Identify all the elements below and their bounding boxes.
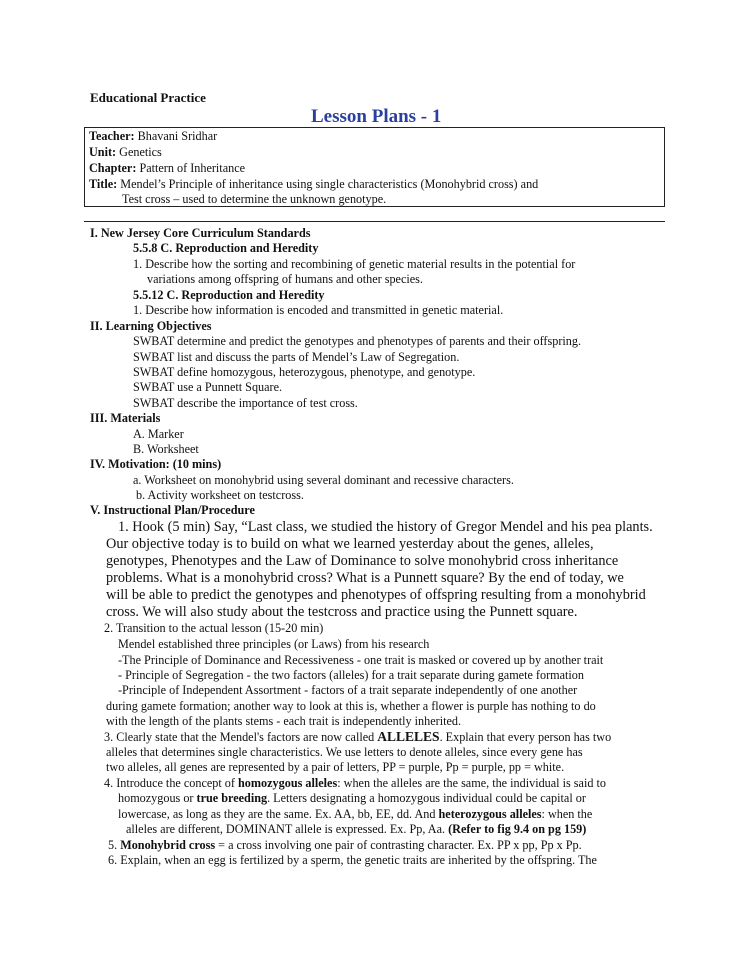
unit-label: Unit: <box>89 145 117 159</box>
step-4-text: : when the <box>541 807 593 821</box>
step-5-text: = a cross involving one pair of contrasting character. Ex. PP x pp, Pp x Pp. <box>215 838 582 852</box>
procedure-step-2: 2. Transition to the actual lesson (15-20 min) <box>104 621 324 635</box>
title-value-line2: Test cross – used to determine the unknown genotype. <box>122 192 387 206</box>
hook-text: problems. What is a monohybrid cross? What is a Punnett square? By the end of today, we <box>106 570 624 586</box>
chapter-line <box>89 161 245 176</box>
chapter-value: Pattern of Inheritance <box>136 161 246 175</box>
title-line <box>89 177 538 192</box>
step-4-text: homozygous or <box>118 791 197 805</box>
unit-line <box>89 145 162 160</box>
heterozygous-term: heterozygous alleles <box>438 807 542 821</box>
step-4-text: alleles are different, DOMINANT allele is expressed. Ex. Pp, Aa. <box>126 822 449 836</box>
objective-item: SWBAT list and discuss the parts of Mendel’s Law of Segregation. <box>133 350 460 364</box>
true-breeding-term: true breeding <box>196 791 268 805</box>
principle-segregation: - Principle of Segregation - the two factors (alleles) for a trait separate during gamete formation <box>118 668 584 682</box>
step-4-text: : when the alleles are the same, the individual is said to <box>337 776 606 790</box>
procedure-text: two alleles, all genes are represented by a pair of letters, PP = purple, Pp = purple, pp = white. <box>106 760 565 774</box>
section-5-heading: V. Instructional Plan/Procedure <box>90 503 255 517</box>
objective-item: SWBAT define homozygous, heterozygous, phenotype, and genotype. <box>133 365 476 379</box>
section-1-heading: I. New Jersey Core Curriculum Standards <box>90 226 311 240</box>
material-item: B. Worksheet <box>133 442 199 456</box>
procedure-step-6: 6. Explain, when an egg is fertilized by a sperm, the genetic traits are inherited by the offspring. The <box>108 853 597 867</box>
standard-1-text: 1. Describe how the sorting and recombining of genetic material results in the potential for <box>133 257 576 271</box>
teacher-line <box>89 129 217 144</box>
hook-text: genotypes, Phenotypes and the Law of Dominance to solve monohybrid cross inheritance <box>106 553 619 569</box>
title-label: Title: <box>89 177 118 191</box>
hook-text: 1. Hook (5 min) Say, “Last class, we studied the history of Gregor Mendel and his pea plants. <box>118 519 653 535</box>
step-4-text: . Letters designating a homozygous individual could be capital or <box>267 791 586 805</box>
title-value-line1: Mendel’s Principle of inheritance using single characteristics (Monohybrid cross) and <box>117 177 539 191</box>
material-item: A. Marker <box>133 427 184 441</box>
section-2-heading: II. Learning Objectives <box>90 319 212 333</box>
procedure-text: during gamete formation; another way to look at this is, whether a flower is purple has nothing to do <box>106 699 596 713</box>
hook-text: will be able to predict the genotypes and phenotypes of offspring resulting from a monohybrid <box>106 587 646 603</box>
step-3-text: . Explain that every person has two <box>439 730 612 744</box>
objective-item: SWBAT describe the importance of test cross. <box>133 396 358 410</box>
homozygous-term: homozygous alleles <box>238 776 338 790</box>
figure-reference: (Refer to fig 9.4 on pg 159) <box>448 822 587 836</box>
principle-assortment: -Principle of Independent Assortment - factors of a trait separate independently of one another <box>118 683 578 697</box>
step-3-text: 3. Clearly state that the Mendel's factors are now called <box>104 730 378 744</box>
section-3-heading: III. Materials <box>90 411 161 425</box>
divider-line <box>84 221 665 222</box>
unit-value: Genetics <box>116 145 162 159</box>
step-5-number: 5. <box>108 838 121 852</box>
motivation-item: a. Worksheet on monohybrid using several dominant and recessive characters. <box>133 473 514 487</box>
motivation-item: b. Activity worksheet on testcross. <box>136 488 304 502</box>
objective-item: SWBAT use a Punnett Square. <box>133 380 283 394</box>
step-4-text: lowercase, as long as they are the same. Ex. AA, bb, EE, dd. And <box>118 807 439 821</box>
org-label: Educational Practice <box>90 90 206 105</box>
procedure-text: alleles that determines single characteristics. We use letters to denote alleles, since every gene has <box>106 745 583 759</box>
section-4-heading: IV. Motivation: (10 mins) <box>90 457 222 471</box>
procedure-step-5 <box>108 838 582 853</box>
standard-1-text-cont: variations among offspring of humans and other species. <box>147 272 423 286</box>
standard-2-heading: 5.5.12 C. Reproduction and Heredity <box>133 288 325 302</box>
objective-item: SWBAT determine and predict the genotypes and phenotypes of parents and their offspring. <box>133 334 582 348</box>
procedure-text <box>126 822 586 837</box>
chapter-label: Chapter: <box>89 161 137 175</box>
alleles-term: ALLELES <box>377 729 440 744</box>
step-4-text: 4. Introduce the concept of <box>104 776 239 790</box>
procedure-step-3 <box>104 729 611 745</box>
procedure-text: Mendel established three principles (or Laws) from his research <box>118 637 430 651</box>
teacher-label: Teacher: <box>89 129 135 143</box>
monohybrid-term: Monohybrid cross <box>120 838 216 852</box>
hook-text: Our objective today is to build on what we learned yesterday about the genes, alleles, <box>106 536 594 552</box>
teacher-value: Bhavani Sridhar <box>134 129 218 143</box>
page-title: Lesson Plans - 1 <box>311 106 442 127</box>
procedure-text <box>118 807 592 822</box>
hook-text: cross. We will also study about the testcross and practice using the Punnett square. <box>106 604 578 620</box>
procedure-text <box>118 791 586 806</box>
standard-2-text: 1. Describe how information is encoded and transmitted in genetic material. <box>133 303 504 317</box>
procedure-step-4 <box>104 776 606 791</box>
procedure-text: with the length of the plants stems - each trait is independently inherited. <box>106 714 462 728</box>
principle-dominance: -The Principle of Dominance and Recessiveness - one trait is masked or covered up by another trait <box>118 653 604 667</box>
standard-1-heading: 5.5.8 C. Reproduction and Heredity <box>133 241 319 255</box>
